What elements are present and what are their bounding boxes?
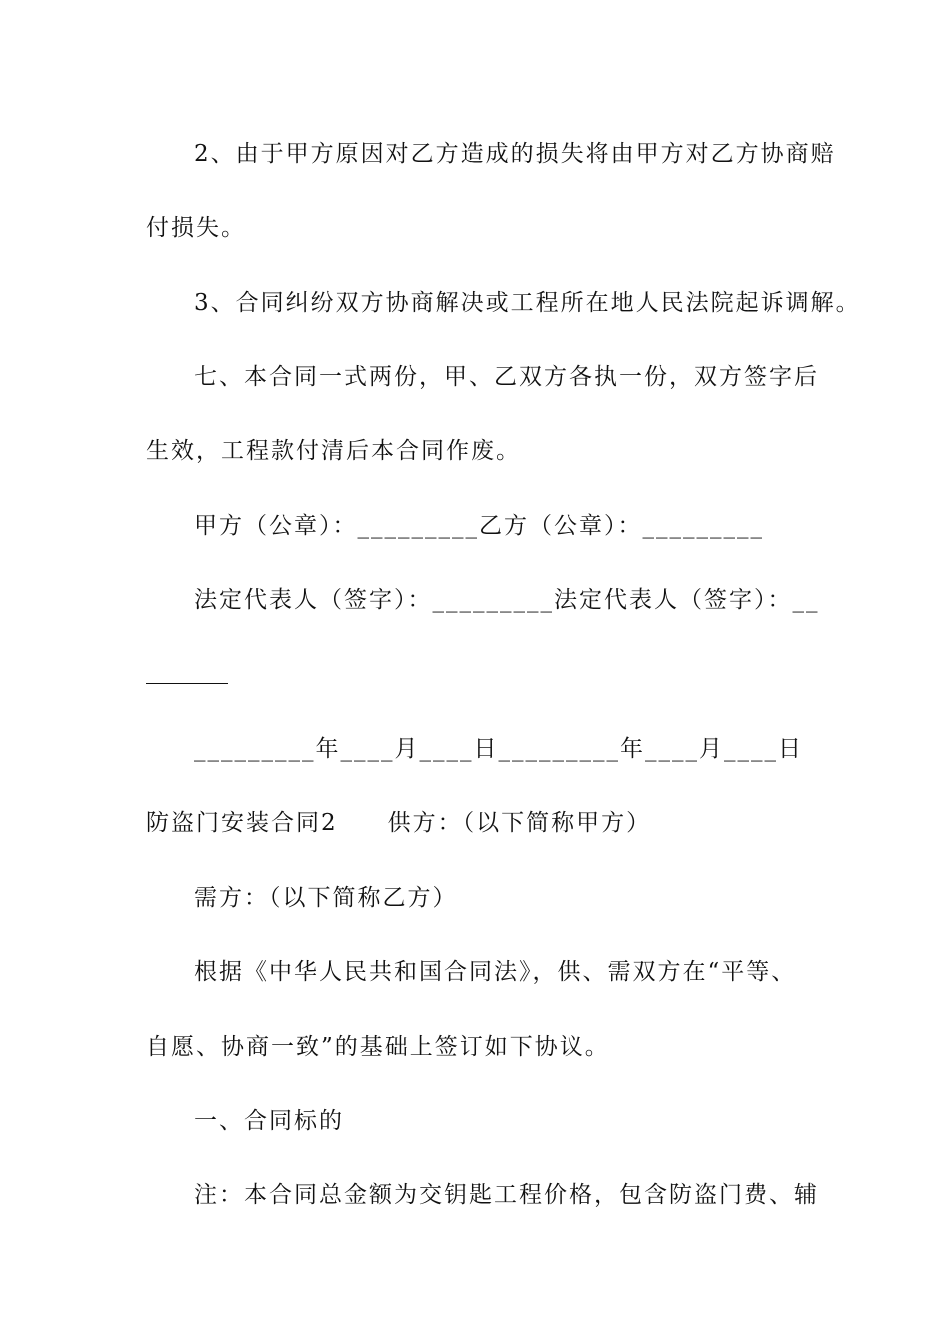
paragraph-compensation-clause-cont: 付损失。	[146, 215, 246, 241]
paragraph-compensation-clause: 2、由于甲方原因对乙方造成的损失将由甲方对乙方协商赔	[194, 141, 836, 167]
paragraph-copies-clause-cont: 生效，工程款付清后本合同作废。	[146, 438, 521, 464]
paragraph-basis-cont: 自愿、协商一致”的基础上签订如下协议。	[146, 1034, 610, 1060]
buyer-line: 需方：（以下简称乙方）	[194, 885, 458, 911]
section-heading-contract-subject: 一、合同标的	[194, 1108, 344, 1134]
paragraph-basis: 根据《中华人民共和国合同法》，供、需双方在“平等、	[194, 959, 797, 985]
signature-representative-line: 法定代表人（签字）：_________法定代表人（签字）：__	[194, 587, 820, 613]
signature-seal-line: 甲方（公章）：_________乙方（公章）：_________	[194, 513, 764, 539]
signature-blank-continuation	[146, 683, 228, 684]
paragraph-copies-clause: 七、本合同一式两份，甲、乙双方各执一份，双方签字后	[194, 364, 819, 390]
paragraph-dispute-clause: 3、合同纠纷双方协商解决或工程所在地人民法院起诉调解。	[194, 290, 861, 316]
signature-date-line: _________年____月____日_________年____月____日	[194, 736, 803, 762]
contract-2-title-supplier: 防盗门安装合同2 供方：（以下简称甲方）	[146, 810, 652, 836]
paragraph-note-total-amount: 注：本合同总金额为交钥匙工程价格，包含防盗门费、辅	[194, 1182, 819, 1208]
